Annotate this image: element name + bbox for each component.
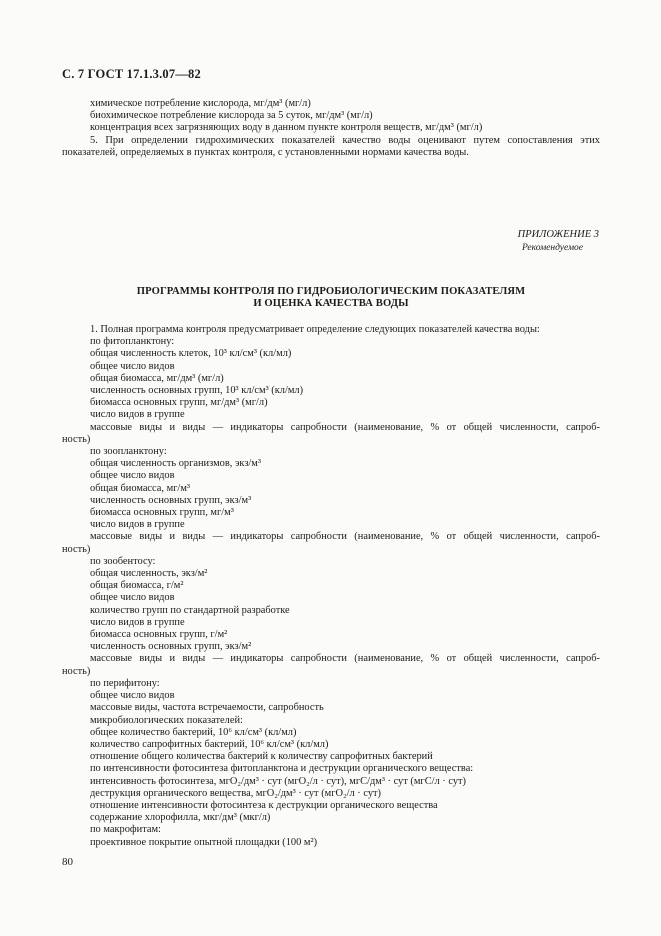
top-list (62, 98, 600, 159)
text-line: число видов в группе (90, 616, 185, 628)
text-line: общая биомасса, г/м² (90, 580, 184, 592)
text-line: общее число видов (90, 470, 175, 482)
paragraph-5-line-2: показателей, определяемых в пунктах контроля, с установленными нормами качества воды. (62, 146, 469, 158)
text-line: биохимическое потребление кислорода за 5 суток, мг/дм³ (мг/л) (90, 110, 373, 122)
text-line: микробиологических показателей: (90, 714, 243, 726)
section-title-line-2: И ОЦЕНКА КАЧЕСТВА ВОДЫ (253, 298, 409, 310)
text-line: биомасса основных групп, г/м² (90, 629, 228, 641)
text-line: химическое потребление кислорода, мг/дм³ (мг/л) (90, 98, 311, 109)
text-line: по зообентосу: (90, 555, 156, 567)
page-header: С. 7 ГОСТ 17.1.3.07—82 (62, 67, 201, 81)
text-line: проективное покрытие опытной площадки (100 м²) (90, 836, 318, 848)
text-line: количество сапрофитных бактерий, 10⁶ кл/см³ (кл/мл) (90, 738, 329, 750)
text-line: численность основных групп, экз/м³ (90, 494, 252, 506)
page-number: 80 (62, 856, 73, 868)
section-title-line-1: ПРОГРАММЫ КОНТРОЛЯ ПО ГИДРОБИОЛОГИЧЕСКИМ ПОКАЗАТЕЛЯМ (136, 286, 526, 297)
annex-label (518, 229, 599, 254)
text-line: общее количество бактерий, 10⁶ кл/см³ (кл/мл) (90, 726, 297, 738)
text-line: биомасса основных групп, мг/м³ (90, 507, 234, 519)
text-line: ность) (62, 433, 91, 445)
text-line: содержание хлорофилла, мкг/дм³ (мкг/л) (90, 812, 271, 824)
text-line: массовые виды и виды — индикаторы сапробности (наименование, % от общей численности, сапроб- (90, 653, 600, 665)
text-line: 1. Полная программа контроля предусматривает определение следующих показателей качества воды: (90, 324, 540, 335)
paragraph-5-line-1: 5. При определении гидрохимических показателей качество воды оценивают путем сопоставления этих (90, 134, 600, 146)
text-line: число видов в группе (90, 409, 185, 421)
text-line: массовые виды, частота встречаемости, сапробность (90, 702, 324, 714)
text-line: массовые виды и виды — индикаторы сапробности (наименование, % от общей численности, сапроб- (90, 421, 600, 433)
text-line: концентрация всех загрязняющих воду в данном пункте контроля веществ, мг/дм³ (мг/л) (90, 122, 483, 134)
text-line: массовые виды и виды — индикаторы сапробности (наименование, % от общей численности, сапроб- (90, 531, 600, 543)
text-line: по фитопланктону: (90, 336, 175, 348)
section-title (62, 286, 600, 311)
text-line: общая биомасса, мг/м³ (90, 482, 191, 494)
text-line: общая биомасса, мг/дм³ (мг/л) (90, 372, 224, 384)
text-line: интенсивность фотосинтеза, мгО₂/дм³ · сут (мгО₂/л · сут), мгС/дм³ · сут (мгС/л · сут) (90, 775, 467, 787)
text-line: по зоопланктону: (90, 446, 167, 458)
text-line: отношение интенсивности фотосинтеза к деструкции органического вещества (90, 799, 438, 811)
text-line: общая численность клеток, 10³ кл/см³ (кл/мл) (90, 348, 292, 360)
text-line: ность) (62, 543, 91, 555)
text-line: общее число видов (90, 690, 175, 702)
text-line: по макрофитам: (90, 824, 161, 836)
text-line: число видов в группе (90, 519, 185, 531)
annex-title: ПРИЛОЖЕНИЕ 3 (517, 229, 599, 240)
text-line: численность основных групп, экз/м² (90, 641, 252, 653)
text-line: общее число видов (90, 360, 175, 372)
text-line: общая численность организмов, экз/м³ (90, 458, 261, 470)
text-line: отношение общего количества бактерий к количеству сапрофитных бактерий (90, 751, 433, 763)
text-line: общая численность, экз/м² (90, 568, 208, 580)
text-line: общее число видов (90, 592, 175, 604)
text-line: количество групп по стандартной разработке (90, 604, 290, 616)
text-line: численность основных групп, 10³ кл/см³ (кл/мл) (90, 385, 304, 397)
text-line: деструкция органического вещества, мгО₂/дм³ · сут (мгО₂/л · сут) (90, 787, 382, 799)
body-text (62, 324, 600, 849)
annex-subtitle: Рекомендуемое (521, 242, 583, 253)
text-line: ность) (62, 665, 91, 677)
text-line: по перифитону: (90, 677, 160, 689)
text-line: биомасса основных групп, мг/дм³ (мг/л) (90, 397, 268, 409)
text-line: по интенсивности фотосинтеза фитопланктона и деструкции органического вещества: (90, 763, 474, 775)
